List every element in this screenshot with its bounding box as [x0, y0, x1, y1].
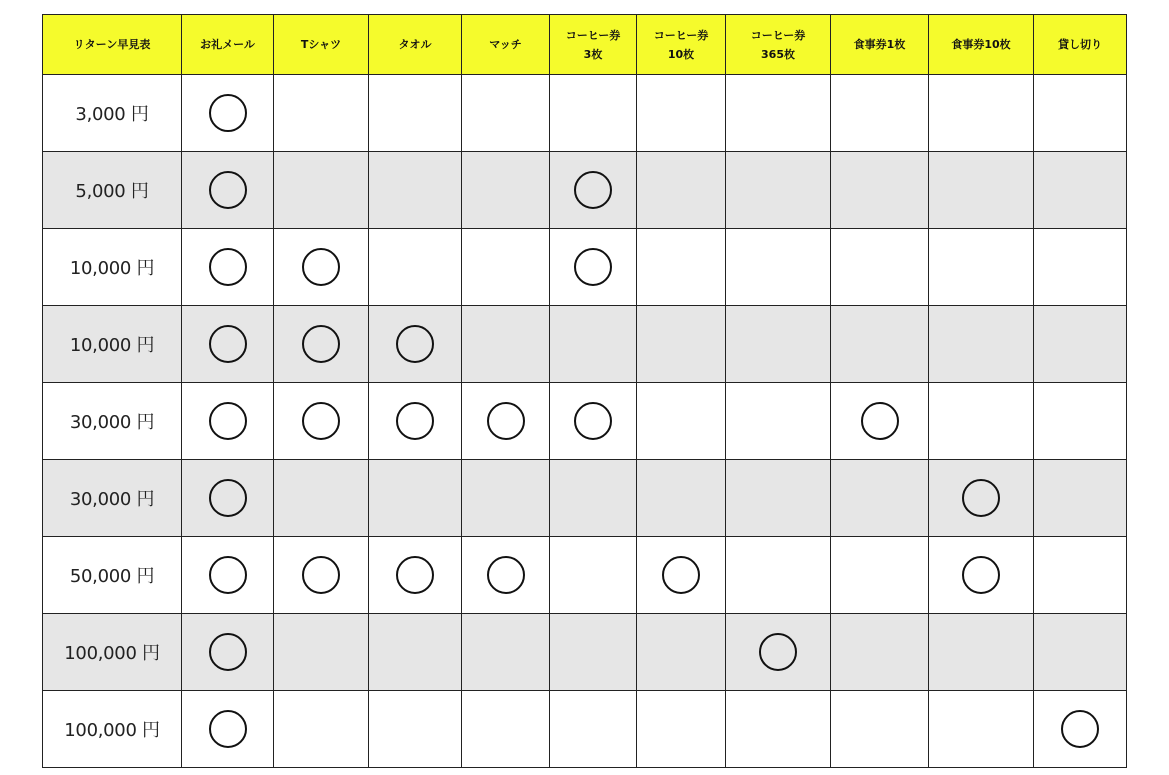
reward-cell	[929, 383, 1034, 460]
reward-cell	[1034, 460, 1127, 537]
circle-mark-icon	[487, 402, 525, 440]
reward-cell	[462, 460, 550, 537]
reward-cell	[929, 460, 1034, 537]
header-row	[43, 15, 1127, 75]
reward-cell	[550, 460, 637, 537]
circle-mark-icon	[209, 556, 247, 594]
reward-cell	[182, 383, 274, 460]
reward-cell	[369, 460, 462, 537]
reward-cell	[637, 460, 726, 537]
circle-mark-icon	[209, 171, 247, 209]
reward-cell	[182, 460, 274, 537]
reward-cell	[726, 691, 831, 768]
reward-cell	[1034, 75, 1127, 152]
reward-cell	[1034, 537, 1127, 614]
reward-cell	[550, 75, 637, 152]
circle-mark-icon	[962, 556, 1000, 594]
reward-cell	[929, 229, 1034, 306]
price-cell: 10,000 円	[43, 306, 182, 383]
reward-cell	[462, 614, 550, 691]
reward-cell	[274, 75, 369, 152]
reward-cell	[550, 537, 637, 614]
price-cell: 30,000 円	[43, 383, 182, 460]
reward-cell	[462, 75, 550, 152]
reward-cell	[929, 537, 1034, 614]
circle-mark-icon	[574, 171, 612, 209]
circle-mark-icon	[302, 556, 340, 594]
price-cell: 100,000 円	[43, 614, 182, 691]
table-row	[43, 306, 1127, 383]
table-row	[43, 614, 1127, 691]
reward-cell	[726, 152, 831, 229]
circle-mark-icon	[574, 248, 612, 286]
reward-cell	[726, 614, 831, 691]
reward-cell	[462, 152, 550, 229]
column-header: お礼メール	[182, 15, 274, 75]
price-cell: 10,000 円	[43, 229, 182, 306]
reward-cell	[1034, 152, 1127, 229]
reward-cell	[274, 306, 369, 383]
reward-cell	[1034, 229, 1127, 306]
reward-cell	[182, 75, 274, 152]
reward-cell	[637, 614, 726, 691]
reward-cell	[274, 229, 369, 306]
price-cell: 3,000 円	[43, 75, 182, 152]
reward-cell	[369, 614, 462, 691]
reward-cell	[462, 229, 550, 306]
reward-cell	[637, 537, 726, 614]
reward-cell	[182, 152, 274, 229]
reward-cell	[274, 152, 369, 229]
circle-mark-icon	[574, 402, 612, 440]
table-row	[43, 383, 1127, 460]
reward-cell	[462, 537, 550, 614]
reward-cell	[369, 691, 462, 768]
reward-cell	[274, 614, 369, 691]
return-table	[42, 14, 1127, 768]
reward-cell	[182, 537, 274, 614]
circle-mark-icon	[302, 248, 340, 286]
reward-cell	[726, 460, 831, 537]
reward-cell	[637, 75, 726, 152]
reward-cell	[831, 383, 929, 460]
table-row	[43, 75, 1127, 152]
reward-cell	[831, 75, 929, 152]
price-cell: 100,000 円	[43, 691, 182, 768]
reward-cell	[274, 460, 369, 537]
circle-mark-icon	[302, 402, 340, 440]
reward-cell	[726, 383, 831, 460]
reward-cell	[550, 691, 637, 768]
reward-cell	[182, 614, 274, 691]
circle-mark-icon	[861, 402, 899, 440]
circle-mark-icon	[1061, 710, 1099, 748]
reward-cell	[1034, 614, 1127, 691]
table-row	[43, 152, 1127, 229]
price-cell: 5,000 円	[43, 152, 182, 229]
reward-cell	[274, 537, 369, 614]
reward-cell	[1034, 383, 1127, 460]
reward-cell	[369, 75, 462, 152]
table-row	[43, 537, 1127, 614]
reward-cell	[462, 691, 550, 768]
circle-mark-icon	[962, 479, 1000, 517]
reward-cell	[831, 691, 929, 768]
reward-cell	[929, 152, 1034, 229]
reward-cell	[550, 383, 637, 460]
circle-mark-icon	[302, 325, 340, 363]
reward-cell	[182, 691, 274, 768]
circle-mark-icon	[209, 402, 247, 440]
column-header: コーヒー券 10枚	[637, 15, 726, 75]
circle-mark-icon	[209, 248, 247, 286]
reward-cell	[726, 537, 831, 614]
column-header: コーヒー券 365枚	[726, 15, 831, 75]
reward-cell	[1034, 306, 1127, 383]
reward-cell	[726, 306, 831, 383]
circle-mark-icon	[209, 94, 247, 132]
reward-cell	[929, 75, 1034, 152]
reward-cell	[637, 306, 726, 383]
reward-cell	[550, 614, 637, 691]
reward-cell	[274, 383, 369, 460]
circle-mark-icon	[209, 479, 247, 517]
column-header: コーヒー券 3枚	[550, 15, 637, 75]
table-title: リターン早見表	[43, 15, 182, 75]
column-header: Tシャツ	[274, 15, 369, 75]
reward-cell	[929, 691, 1034, 768]
table-row	[43, 460, 1127, 537]
table-body	[43, 75, 1127, 768]
reward-cell	[637, 152, 726, 229]
reward-cell	[462, 306, 550, 383]
reward-cell	[637, 383, 726, 460]
circle-mark-icon	[396, 325, 434, 363]
reward-cell	[637, 229, 726, 306]
column-header: 食事券1枚	[831, 15, 929, 75]
circle-mark-icon	[487, 556, 525, 594]
circle-mark-icon	[209, 633, 247, 671]
reward-cell	[929, 614, 1034, 691]
reward-cell	[369, 306, 462, 383]
reward-cell	[929, 306, 1034, 383]
reward-cell	[369, 152, 462, 229]
circle-mark-icon	[662, 556, 700, 594]
column-header: 食事券10枚	[929, 15, 1034, 75]
reward-cell	[182, 229, 274, 306]
reward-cell	[274, 691, 369, 768]
reward-cell	[369, 537, 462, 614]
reward-cell	[550, 306, 637, 383]
reward-cell	[831, 460, 929, 537]
circle-mark-icon	[209, 710, 247, 748]
table-row	[43, 691, 1127, 768]
price-cell: 30,000 円	[43, 460, 182, 537]
reward-cell	[369, 383, 462, 460]
reward-cell	[550, 152, 637, 229]
circle-mark-icon	[396, 402, 434, 440]
column-header: 貸し切り	[1034, 15, 1127, 75]
reward-cell	[182, 306, 274, 383]
reward-cell	[637, 691, 726, 768]
reward-cell	[831, 229, 929, 306]
column-header: マッチ	[462, 15, 550, 75]
column-header: タオル	[369, 15, 462, 75]
circle-mark-icon	[396, 556, 434, 594]
reward-cell	[831, 537, 929, 614]
reward-cell	[726, 75, 831, 152]
table-row	[43, 229, 1127, 306]
reward-cell	[831, 152, 929, 229]
circle-mark-icon	[209, 325, 247, 363]
reward-cell	[1034, 691, 1127, 768]
reward-cell	[462, 383, 550, 460]
reward-cell	[550, 229, 637, 306]
price-cell: 50,000 円	[43, 537, 182, 614]
reward-cell	[831, 306, 929, 383]
reward-cell	[726, 229, 831, 306]
reward-cell	[831, 614, 929, 691]
reward-cell	[369, 229, 462, 306]
circle-mark-icon	[759, 633, 797, 671]
